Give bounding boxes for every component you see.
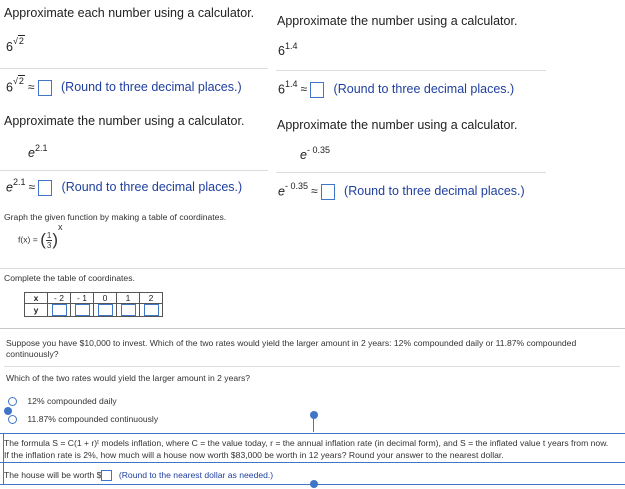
- q6-option-2[interactable]: [8, 414, 158, 424]
- y-input[interactable]: [52, 304, 67, 316]
- selection-handle[interactable]: [310, 480, 318, 488]
- q2-answer-base: 6: [278, 82, 285, 97]
- q4-round-hint: (Round to three decimal places.): [344, 184, 525, 199]
- y-input[interactable]: [144, 304, 159, 316]
- q2-expression: [278, 41, 298, 58]
- x-value: - 2: [48, 293, 71, 304]
- q7-answer-prefix: The house will be worth $: [4, 470, 102, 480]
- x-value: 0: [94, 293, 117, 304]
- selection-handle[interactable]: [4, 407, 12, 415]
- left-paren: (: [40, 230, 46, 249]
- y-cell: [140, 304, 163, 317]
- q4-exponent: - 0.35: [306, 145, 330, 155]
- table-row: [25, 304, 163, 317]
- q5-bottom-divider: [0, 328, 625, 329]
- q2-answer-row: [278, 79, 515, 98]
- q5-function-exponent: x: [58, 222, 63, 233]
- y-cell: [94, 304, 117, 317]
- q3-divider: [0, 170, 268, 171]
- q5-fraction-denominator: 3: [46, 240, 52, 250]
- selection-bar: [0, 462, 625, 463]
- q3-base: e: [28, 146, 35, 160]
- q3-answer-base: e: [6, 180, 13, 195]
- q1-answer-base: 6: [6, 80, 13, 95]
- q6-option-1[interactable]: [8, 396, 117, 406]
- selection-handle[interactable]: [310, 411, 318, 419]
- sqrt-symbol: √2: [12, 76, 24, 87]
- q3-expression: [28, 143, 48, 160]
- y-cell: [117, 304, 140, 317]
- q2-divider: [276, 70, 546, 71]
- q4-expression: [300, 145, 330, 162]
- approx-symbol: ≈: [28, 180, 36, 195]
- q7-answer-hint: (Round to the nearest dollar as needed.): [118, 470, 274, 480]
- q2-prompt: Approximate the number using a calculator.: [277, 14, 518, 28]
- q3-prompt: Approximate the number using a calculator.: [4, 114, 245, 128]
- q6-option-2-label: 11.87% compounded continuously: [27, 414, 159, 424]
- q5-fraction-numerator: 1: [46, 230, 52, 240]
- q4-prompt: Approximate the number using a calculator.: [277, 118, 518, 132]
- y-input[interactable]: [75, 304, 90, 316]
- x-value: 2: [140, 293, 163, 304]
- y-input[interactable]: [98, 304, 113, 316]
- approx-symbol: ≈: [27, 80, 35, 95]
- y-cell: [71, 304, 94, 317]
- radio-button[interactable]: [8, 397, 17, 406]
- q2-answer-input[interactable]: [310, 82, 324, 98]
- q6-divider: [4, 366, 620, 367]
- q6-prompt: Suppose you have $10,000 to invest. Which of the two rates would yield the larger amount in 2 years: 12% compounded daily or 11.87% compounded continuously?: [6, 338, 577, 359]
- x-row-label: x: [25, 293, 48, 304]
- q2-round-hint: (Round to three decimal places.): [333, 82, 515, 97]
- q5-divider: [0, 268, 625, 269]
- selection-handle-stem: [313, 418, 314, 432]
- y-input[interactable]: [121, 304, 136, 316]
- x-value: 1: [117, 293, 140, 304]
- q1-prompt: Approximate each number using a calculator.: [4, 6, 255, 20]
- approx-symbol: ≈: [310, 184, 318, 199]
- q5-function-lhs: f(x) =: [18, 234, 38, 245]
- q1-base: 6: [6, 40, 13, 54]
- q3-answer-row: [6, 177, 243, 196]
- q5-prompt: Graph the given function by making a table of coordinates.: [4, 212, 227, 222]
- x-value: - 1: [71, 293, 94, 304]
- table-row: [25, 293, 163, 304]
- coordinate-table: [24, 292, 163, 317]
- q3-round-hint: (Round to three decimal places.): [61, 180, 243, 195]
- q2-answer-exponent: 1.4: [284, 79, 298, 90]
- y-cell: [48, 304, 71, 317]
- q6-option-1-label: 12% compounded daily: [27, 396, 117, 406]
- q2-base: 6: [278, 44, 285, 58]
- radio-button[interactable]: [8, 415, 17, 424]
- q7-answer-input[interactable]: [101, 470, 112, 481]
- q4-answer-base: e: [278, 184, 285, 199]
- selection-bar: [0, 433, 625, 434]
- q1-round-hint: (Round to three decimal places.): [61, 80, 242, 95]
- approx-symbol: ≈: [300, 82, 308, 97]
- q1-divider: [0, 68, 268, 69]
- q6-question: Which of the two rates would yield the larger amount in 2 years?: [6, 373, 251, 383]
- q3-exponent: 2.1: [34, 143, 48, 153]
- q7-prompt-line1: The formula S = C(1 + r)ᵗ models inflation, where C = the value today, r = the annual inflation rate (in decimal form), and S = the inflated value t years from now.: [4, 438, 609, 448]
- q4-answer-input[interactable]: [321, 184, 335, 200]
- q1-answer-row: [6, 76, 242, 96]
- selection-edge: [3, 434, 4, 484]
- q4-answer-row: [278, 181, 525, 200]
- q3-answer-input[interactable]: [38, 180, 52, 196]
- y-row-label: y: [25, 304, 48, 317]
- q7-prompt-line2: If the inflation rate is 2%, how much will a house now worth $83,000 be worth in 12 years? Round your answer to the nearest dollar.: [4, 450, 504, 460]
- q5-table-prompt: Complete the table of coordinates.: [4, 273, 135, 283]
- q2-exponent: 1.4: [284, 41, 298, 51]
- q4-answer-exponent: - 0.35: [284, 181, 308, 192]
- sqrt-symbol: √2: [12, 36, 24, 46]
- q1-expression: [6, 36, 25, 54]
- q5-function: [18, 222, 63, 250]
- right-paren: ): [52, 230, 59, 249]
- q7-answer-row: [4, 470, 273, 481]
- q3-answer-exponent: 2.1: [12, 177, 26, 188]
- q4-base: e: [300, 148, 307, 162]
- q4-divider: [276, 172, 546, 173]
- q1-answer-input[interactable]: [38, 80, 52, 96]
